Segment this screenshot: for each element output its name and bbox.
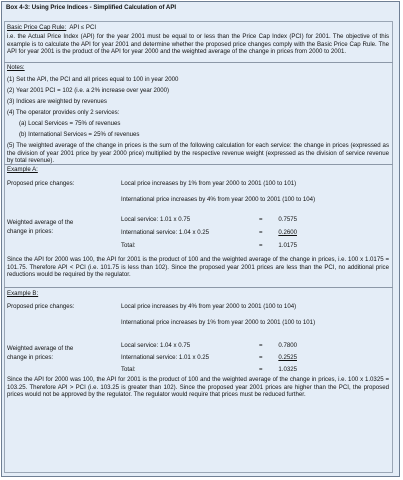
example-b-row-value: 0.7800 [278, 342, 297, 349]
example-b-total-value: 1.0325 [278, 366, 297, 373]
note-5: (5) The weighted average of the change in prices is the sum of the following calculation for each service: the change in prices (expressed as the division of year 2001 price by year 2000 price) multiplied by the respective revenue weight (expressed as the division of service revenue by total revenue). [7, 142, 389, 165]
example-a-proposed-local: Local price increases by 1% from year 2000 to 2001 (100 to 101) [121, 180, 297, 187]
example-b-weighted-label: Weighted average of the [7, 345, 74, 352]
example-a-row-value: 0.2600 [278, 229, 297, 236]
example-a-total-label: Total: [121, 242, 136, 249]
divider [4, 62, 393, 63]
example-b-row-eq: = [259, 342, 263, 349]
notes-heading: Notes: [7, 64, 25, 71]
rule-text: i.e. the Actual Price Index (API) for the year 2001 must be equal to or less than the Price Cap Index (PCI) for 2001. The objective of this example is to calculate the API for year 2001 and determine whether the proposed price changes comply with the Basic Price Cap Rule. The API for year 2001 is the product of the API for year 2000 and the weighted average of the change in prices from 2000 to 2001. [7, 33, 389, 56]
note-3: (3) Indices are weighted by revenues [7, 98, 107, 105]
example-a-total-value: 1.0175 [278, 242, 297, 249]
note-1: (1) Set the API, the PCI and all prices equal to 100 in year 2000 [7, 76, 179, 83]
example-b-proposed-international: International price increases by 1% from year 2000 to 2001 (100 to 101) [121, 319, 316, 326]
box-title: Box 4-3: Using Price Indices - Simplified Calculation of API [6, 4, 177, 11]
example-a-row-value: 0.7575 [278, 216, 297, 223]
example-b-proposed-label: Proposed price changes: [7, 303, 75, 310]
example-a-row-eq: = [259, 216, 263, 223]
divider [4, 164, 393, 165]
example-b-row-value: 0.2525 [278, 354, 297, 361]
note-4: (4) The operator provides only 2 services: [7, 109, 120, 116]
example-b-weighted-label-2: change in prices: [7, 354, 54, 361]
example-b-row-label: Local service: 1.04 x 0.75 [121, 342, 191, 349]
example-a-weighted-label: Weighted average of the [7, 219, 74, 226]
rule-formula: API ≤ PCI [69, 24, 97, 31]
example-b-row-eq: = [259, 354, 263, 361]
example-b-total-eq: = [259, 366, 263, 373]
example-a-row-label: International service: 1.04 x 0.25 [121, 229, 210, 236]
note-2: (2) Year 2001 PCI = 102 (i.e. a 2% increase over year 2000) [7, 87, 170, 94]
example-b-conclusion: Since the API for 2000 was 100, the API for 2001 is the product of 100 and the weighted average of the change in prices, i.e. 100 x 1.0325 = 103.25. Therefore API > PCI (i.e. 103.25 is greater than 102). Since the proposed year 2001 prices are higher than the PCI, the proposed prices would not be approved by the regulator. The regulator would require that prices must be reduced further. [7, 376, 389, 399]
divider [4, 287, 393, 288]
example-b-proposed-local: Local price increases by 4% from year 2000 to 2001 (100 to 104) [121, 303, 297, 310]
example-b-heading: Example B: [7, 290, 39, 297]
example-a-proposed-international: International price increases by 4% from year 2000 to 2001 (100 to 104) [121, 196, 316, 203]
example-b-total-label: Total: [121, 366, 136, 373]
example-b-row-label: International service: 1.01 x 0.25 [121, 354, 210, 361]
example-a-heading: Example A: [7, 166, 38, 173]
example-a-row-label: Local service: 1.01 x 0.75 [121, 216, 191, 223]
rule-heading: Basic Price Cap Rule: [7, 24, 67, 31]
example-a-proposed-label: Proposed price changes: [7, 180, 75, 187]
rule-heading-line [7, 24, 96, 32]
example-a-row-eq: = [259, 229, 263, 236]
note-4b: (b) International Services = 25% of revenues [19, 131, 140, 138]
note-4a: (a) Local Services = 75% of revenues [19, 120, 121, 127]
example-a-total-eq: = [259, 242, 263, 249]
example-a-weighted-label-2: change in prices: [7, 228, 54, 235]
example-a-conclusion: Since the API for 2000 was 100, the API for 2001 is the product of 100 and the weighted average of the change in prices, i.e. 100 x 1.0175 = 101.75. Therefore API < PCI (i.e. 101.75 is less than 102). Since the proposed year 2001 prices are less than the PCI, no additional price reductions would be required by the regulator. [7, 256, 389, 279]
